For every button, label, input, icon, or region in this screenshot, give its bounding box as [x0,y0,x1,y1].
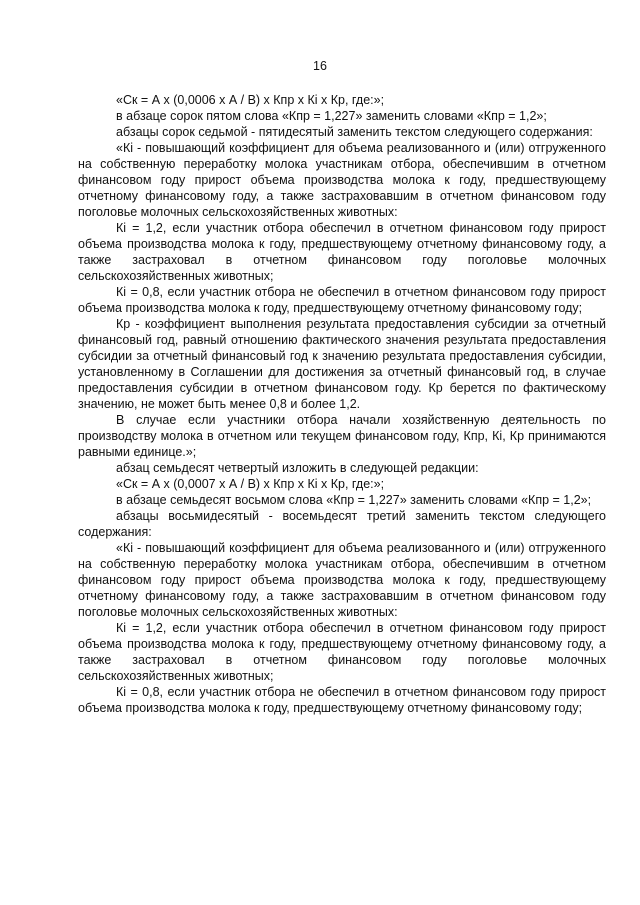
paragraph: Кi = 0,8, если участник отбора не обеспечил в отчетном финансовом году прирост объема производства молока к году, предшествующему отчетному финансовому году; [78,685,606,715]
paragraph: В случае если участники отбора начали хозяйственную деятельность по производству молока в отчетном или текущем финансовом году, Кпр, Кi, Кр принимаются равными единице.»; [78,413,606,459]
paragraph: «Кi - повышающий коэффициент для объема реализованного и (или) отгруженного на собственную переработку молока участникам отбора, обеспечившим в отчетном финансовом году прирост объема производства молока к году, предшествующему отчетному финансовому году, а также застраховавшим в отчетном финансовом году поголовье молочных сельскохозяйственных животных: [78,541,606,619]
paragraph: в абзаце семьдесят восьмом слова «Кпр = 1,227» заменить словами «Кпр = 1,2»; [116,493,592,507]
paragraph: абзацы восьмидесятый - восемьдесят третий заменить текстом следующего содержания: [78,509,606,539]
paragraph: Кi = 1,2, если участник отбора обеспечил в отчетном финансовом году прирост объема производства молока к году, предшествующему отчетному финансовому году, а также застраховал в отчетном финансовом году поголовье молочных сельскохозяйственных животных; [78,221,606,283]
document-body [78,92,606,716]
paragraph: «Ск = А х (0,0006 х А / В) х Кпр х Кi х Кр, где:»; [116,93,385,107]
paragraph: в абзаце сорок пятом слова «Кпр = 1,227» заменить словами «Кпр = 1,2»; [116,109,547,123]
paragraph: «Кi - повышающий коэффициент для объема реализованного и (или) отгруженного на собственную переработку молока участникам отбора, обеспечившим в отчетном финансовом году прирост объема производства молока к году, предшествующему отчетному финансовому году, а также застраховавшим в отчетном финансовом году поголовье молочных сельскохозяйственных животных: [78,141,606,219]
paragraph: Кi = 1,2, если участник отбора обеспечил в отчетном финансовом году прирост объема производства молока к году, предшествующему отчетному финансовому году, а также застраховал в отчетном финансовом году поголовье молочных сельскохозяйственных животных; [78,621,606,683]
paragraph: «Ск = А х (0,0007 х А / В) х Кпр х Кi х Кр, где:»; [116,477,385,491]
paragraph: Кр - коэффициент выполнения результата предоставления субсидии за отчетный финансовый год, равный отношению фактического значения результата предоставления субсидии за отчетный финансовый год к значению результата предоставления субсидии, установленному в Соглашении для достижения за отчетный финансовый год, в случае предоставления субсидии в отчетном финансовом году. Кр берется по фактическому значению, не может быть менее 0,8 и более 1,2. [78,317,606,411]
paragraph: абзац семьдесят четвертый изложить в следующей редакции: [116,461,479,475]
page-number: 16 [313,59,327,73]
paragraph: абзацы сорок седьмой - пятидесятый заменить текстом следующего содержания: [116,125,593,139]
paragraph: Кi = 0,8, если участник отбора не обеспечил в отчетном финансовом году прирост объема производства молока к году, предшествующему отчетному финансовому году; [78,285,606,315]
